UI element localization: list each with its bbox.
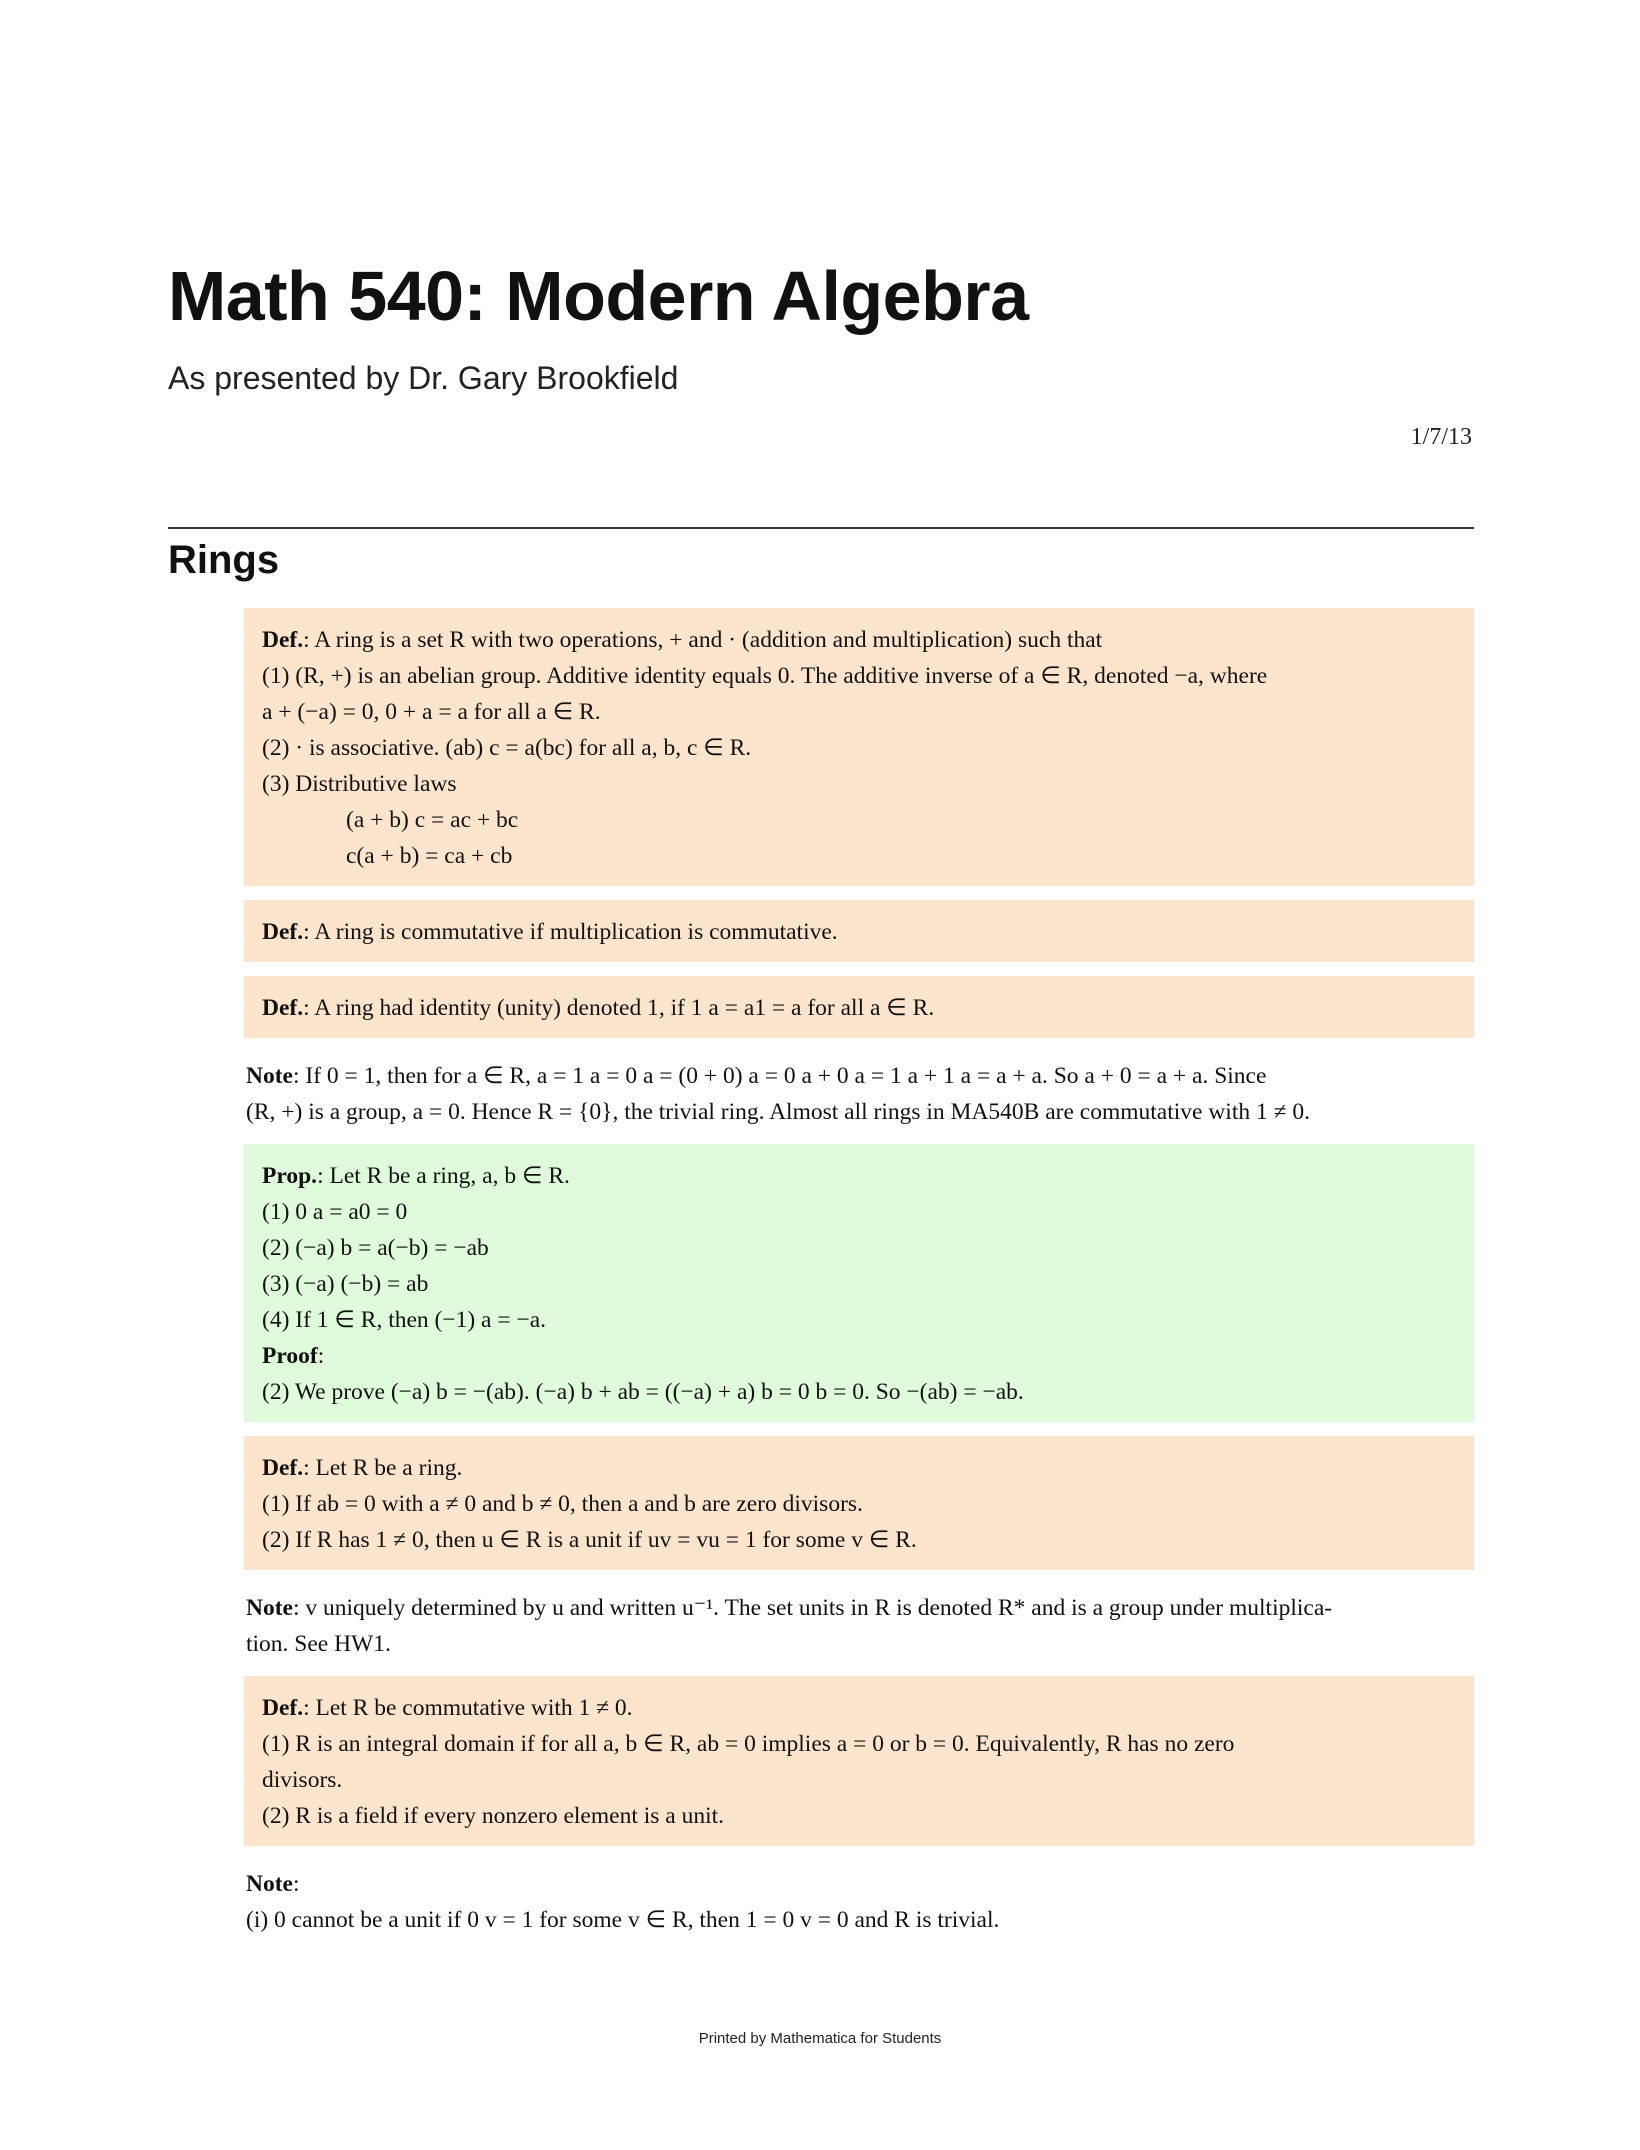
block-text: (1) (R, +) is an abelian group. Additive identity equals 0. The additive inverse of a ∈ R, denoted −a, where [262,663,1268,689]
section-divider [168,527,1474,529]
prop-ring-block [244,1144,1474,1422]
block-label: Def. [262,1455,304,1481]
block-line [246,1058,1474,1094]
block-line [246,1626,1474,1662]
block-text: : Let R be commutative with 1 ≠ 0. [303,1695,633,1721]
block-label: Proof [262,1343,318,1369]
block-text: : If 0 = 1, then for a ∈ R, a = 1 a = 0 a = (0 + 0) a = 0 a + 0 a = 1 a + 1 a = a + a. So a + 0 = a + a. Since [292,1063,1267,1089]
block-line [262,1486,1456,1522]
block-line [262,1374,1456,1410]
block-line [262,730,1456,766]
block-line [246,1866,1474,1902]
block-line [262,802,1456,838]
block-line [262,990,1456,1026]
block-text: tion. See HW1. [246,1631,391,1657]
block-line [262,1266,1456,1302]
block-text: (2) If R has 1 ≠ 0, then u ∈ R is a unit if uv = vu = 1 for some v ∈ R. [262,1527,917,1553]
block-text: (2) · is associative. (ab) c = a(bc) for all a, b, c ∈ R. [262,735,752,761]
block-text: (a + b) c = ac + bc [346,807,519,833]
def-integral-domain-block [244,1676,1474,1846]
block-line [262,1450,1456,1486]
block-line [262,1690,1456,1726]
block-line [262,1522,1456,1558]
block-line [262,838,1456,874]
block-label: Note [246,1063,293,1089]
block-text: (2) (−a) b = a(−b) = −ab [262,1235,489,1261]
block-line [262,622,1456,658]
block-label: Prop. [262,1163,318,1189]
block-text: (1) R is an integral domain if for all a, b ∈ R, ab = 0 implies a = 0 or b = 0. Equivalently, R has no zero [262,1731,1235,1757]
block-text: (2) We prove (−a) b = −(ab). (−a) b + ab = ((−a) + a) b = 0 b = 0. So −(ab) = −ab. [262,1379,1024,1405]
block-label: Def. [262,627,304,653]
block-line [262,694,1456,730]
block-text: c(a + b) = ca + cb [346,843,513,869]
block-text: a + (−a) = 0, 0 + a = a for all a ∈ R. [262,699,601,725]
block-text: : Let R be a ring. [303,1455,463,1481]
section-title: Rings [168,538,280,582]
def-identity-block [244,976,1474,1038]
block-line [262,914,1456,950]
block-line [262,766,1456,802]
block-text: : v uniquely determined by u and written u⁻¹. The set units in R is denoted R* and is a group under multiplica- [292,1595,1333,1621]
block-text: : Let R be a ring, a, b ∈ R. [317,1163,570,1189]
content-column [244,608,1474,1952]
block-line [262,1798,1456,1834]
block-line [246,1590,1474,1626]
block-line [262,1338,1456,1374]
document-title: Math 540: Modern Algebra [168,257,1029,335]
def-zero-divisors-block [244,1436,1474,1570]
block-text: (1) If ab = 0 with a ≠ 0 and b ≠ 0, then a and b are zero divisors. [262,1491,863,1517]
block-text: (2) R is a field if every nonzero element is a unit. [262,1803,725,1829]
block-line [262,1194,1456,1230]
def-ring-block [244,608,1474,886]
block-label: Def. [262,995,304,1021]
block-text: (4) If 1 ∈ R, then (−1) a = −a. [262,1307,547,1333]
block-text: divisors. [262,1767,343,1793]
block-label: Note [246,1871,293,1897]
block-text: (3) Distributive laws [262,771,457,797]
block-line [262,1230,1456,1266]
block-label: Def. [262,919,304,945]
document-subtitle: As presented by Dr. Gary Brookfield [168,360,679,396]
block-line [262,1726,1456,1762]
block-text: : A ring had identity (unity) denoted 1, if 1 a = a1 = a for all a ∈ R. [303,995,935,1021]
block-text: : [317,1343,325,1369]
document-date: 1/7/13 [1410,424,1472,450]
block-text: : A ring is commutative if multiplication is commutative. [303,919,838,945]
block-text: : [292,1871,300,1897]
block-text: (i) 0 cannot be a unit if 0 v = 1 for some v ∈ R, then 1 = 0 v = 0 and R is trivial. [246,1907,1000,1933]
block-line [262,658,1456,694]
block-text: (1) 0 a = a0 = 0 [262,1199,408,1225]
note-zero-unit-block [244,1860,1474,1938]
block-label: Def. [262,1695,304,1721]
block-line [262,1302,1456,1338]
block-label: Note [246,1595,293,1621]
block-text: (R, +) is a group, a = 0. Hence R = {0}, the trivial ring. Almost all rings in MA540B are commutative with 1 ≠ 0. [246,1099,1311,1125]
note-units-block [244,1584,1474,1662]
note-trivial-ring-block [244,1052,1474,1130]
page-footer: Printed by Mathematica for Students [698,2030,942,2047]
def-commutative-block [244,900,1474,962]
block-text: : A ring is a set R with two operations, + and · (addition and multiplication) such that [303,627,1103,653]
block-line [262,1762,1456,1798]
block-line [262,1158,1456,1194]
block-line [246,1902,1474,1938]
block-line [246,1094,1474,1130]
block-text: (3) (−a) (−b) = ab [262,1271,429,1297]
